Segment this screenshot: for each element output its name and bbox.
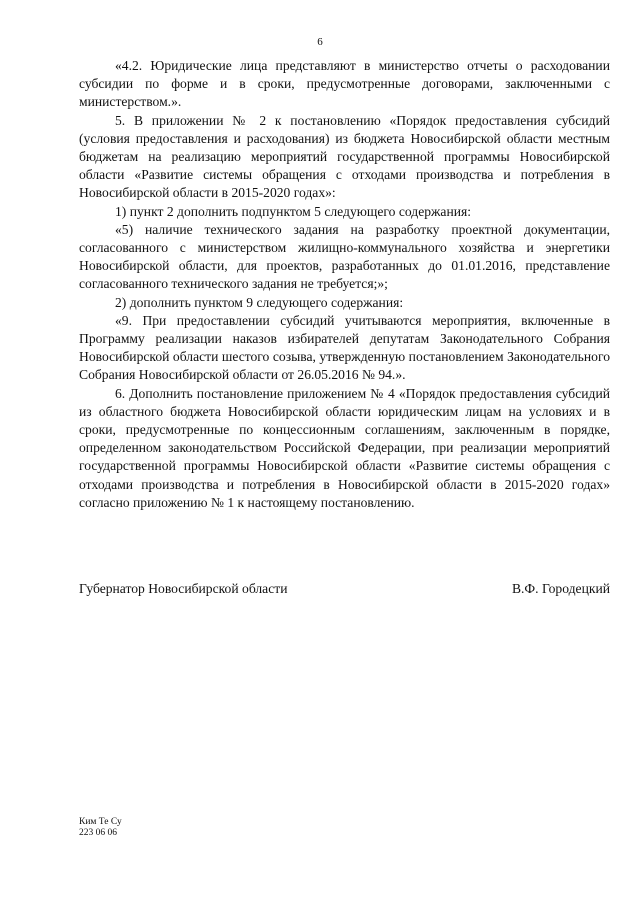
paragraph-quote-9: «9. При предоставлении субсидий учитываются мероприятия, включенные в Программу реализации наказов избирателей депутатам Законодательного Собрания Новосибирской области шестого созыва, утвержденную постановлением Законодательного Собрания Новосибирской области от 26.05.2016 № 94.». [79, 312, 610, 383]
paragraph-item-5: 5. В приложении № 2 к постановлению «Порядок предоставления субсидий (условия предоставления и расходования) из бюджета Новосибирской области местным бюджетам на реализацию мероприятий государственной программы Новосибирской области «Развитие системы обращения с отходами производства и потребления в Новосибирской области в 2015-2020 годах»: [79, 112, 610, 201]
document-body [79, 57, 610, 512]
signatory-position: Губернатор Новосибирской области [79, 581, 288, 596]
executor-footer [79, 817, 122, 839]
executor-phone: 223 06 06 [79, 828, 117, 838]
paragraph-subitem-2: 2) дополнить пунктом 9 следующего содержания: [115, 294, 404, 310]
paragraph-4-2: «4.2. Юридические лица представляют в министерство отчеты о расходовании субсидии по форме и в сроки, предусмотренные договорами, заключенными с министерством.». [79, 58, 610, 110]
paragraph-quote-5: «5) наличие технического задания на разработку проектной документации, согласованного с министерством жилищно-коммунального хозяйства и энергетики Новосибирской области, для проектов, разработанных до 01.01.2016, представление согласованного технического задания не требуется;»; [79, 221, 610, 292]
paragraph-item-6: 6. Дополнить постановление приложением № 4 «Порядок предоставления субсидий из областного бюджета Новосибирской области юридическим лицам на условиях и в сроки, предусмотренные по концессионным соглашениям, заключенным в порядке, определенном законодательством Российской Федерации, при реализации мероприятий государственной программы Новосибирской области «Развитие системы обращения с отходами производства и потребления в Новосибирской области в 2015-2020 годах» согласно приложению № 1 к настоящему постановлению. [79, 385, 610, 510]
signatory-name: В.Ф. Городецкий [511, 581, 610, 596]
paragraph-subitem-1: 1) пункт 2 дополнить подпунктом 5 следующего содержания: [115, 203, 472, 219]
executor-name: Ким Те Су [79, 817, 122, 827]
page-number: 6 [317, 36, 323, 48]
